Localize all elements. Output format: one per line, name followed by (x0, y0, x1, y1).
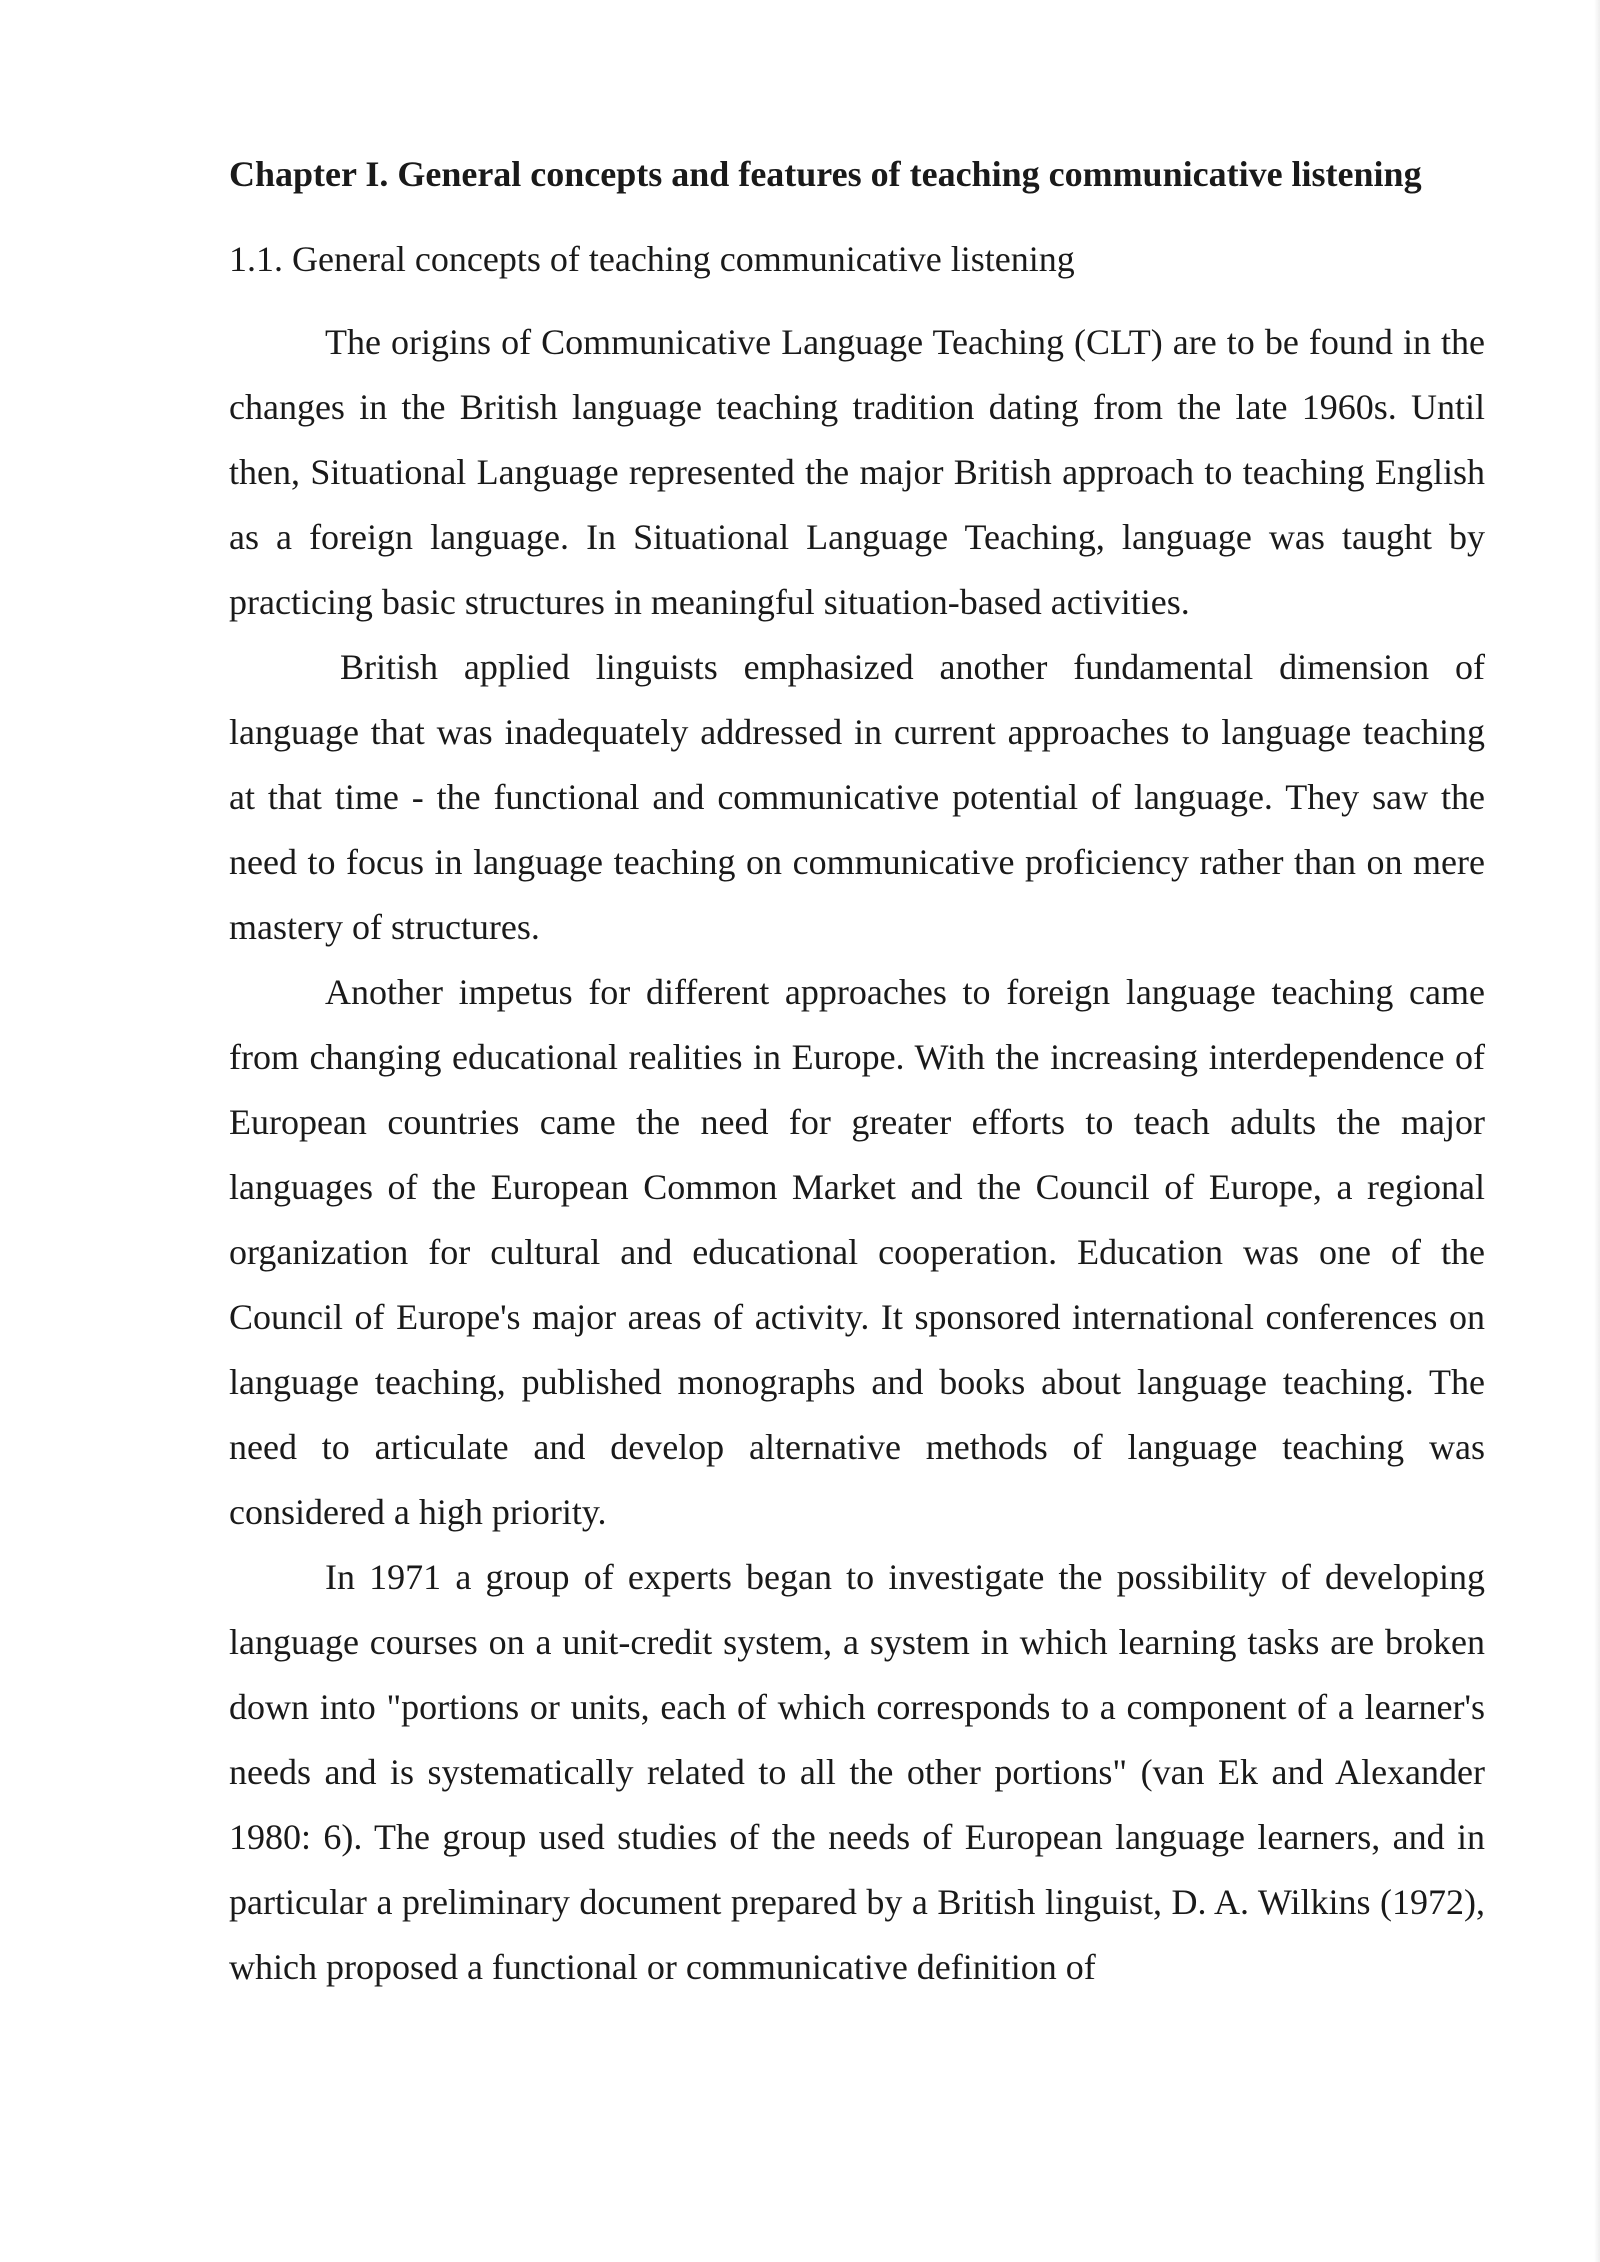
body-paragraph: In 1971 a group of experts began to investigate the possibility of developing language courses on a unit-credit system, a system in which learning tasks are broken down into "portions or units, each of which corresponds to a component of a learner's needs and is systematically related to all the other portions" (van Ek and Alexander 1980: 6). The group used studies of the needs of European language learners, and in particular a preliminary document prepared by a British linguist, D. A. Wilkins (1972), which proposed a functional or communicative definition of (229, 1557, 1485, 1987)
page-edge-shadow (1594, 0, 1600, 2262)
body-paragraph: The origins of Communicative Language Teaching (CLT) are to be found in the changes in the British language teaching tradition dating from the late 1960s. Until then, Situational Language represented the major British approach to teaching English as a foreign language. In Situational Language Teaching, language was taught by practicing basic structures in meaningful situation-based activities. (229, 322, 1485, 622)
body-paragraph: Another impetus for different approaches to foreign language teaching came from changing educational realities in Europe. With the increasing interdependence of European countries came the need for greater efforts to teach adults the major languages of the European Common Market and the Council of Europe, a regional organization for cultural and educational cooperation. Education was one of the Council of Europe's major areas of activity. It sponsored international conferences on language teaching, published monographs and books about language teaching. The need to articulate and develop alternative methods of language teaching was considered a high priority. (229, 972, 1485, 1532)
section-title: 1.1. General concepts of teaching communicative listening (229, 239, 1075, 279)
body-paragraph: British applied linguists emphasized another fundamental dimension of language that was inadequately addressed in current approaches to language teaching at that time - the functional and communicative potential of language. They saw the need to focus in language teaching on communicative proficiency rather than on mere mastery of structures. (229, 647, 1485, 947)
chapter-title: Chapter I. General concepts and features of teaching communicative listening (229, 154, 1422, 194)
page-content (229, 142, 1485, 2000)
